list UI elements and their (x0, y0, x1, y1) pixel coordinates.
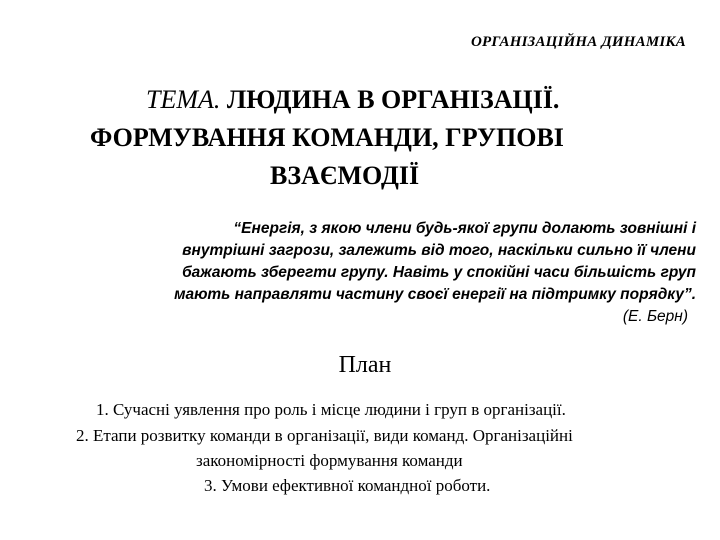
plan-item-continuation: закономірності формування команди (196, 451, 463, 470)
plan-item: 3. Умови ефективної командної роботи. (204, 476, 491, 495)
topic-title-line-2: ФОРМУВАННЯ КОМАНДИ, ГРУПОВІ (90, 123, 564, 152)
topic-title-line-1 (146, 82, 559, 118)
plan-item: 2. Етапи розвитку команди в організації, види команд. Організаційні (76, 426, 573, 445)
topic-title-line-3: ВЗАЄМОДІЇ (270, 161, 420, 190)
quote-author: (Е. Берн) (622, 308, 688, 325)
quote-line: бажають зберегти групу. Навіть у спокійні часи більшість груп (182, 264, 696, 281)
quote-line: “Енергія, з якою члени будь-якої групи долають зовнішні і (233, 220, 696, 237)
course-title: ОРГАНІЗАЦІЙНА ДИНАМІКА (470, 34, 686, 50)
topic-label: ТЕМА. (146, 85, 221, 114)
epigraph-quote (84, 218, 696, 328)
plan-item: 1. Сучасні уявлення про роль і місце людини і груп в організації. (96, 400, 566, 419)
topic-title-text-1: ЛЮДИНА В ОРГАНІЗАЦІЇ. (220, 85, 560, 114)
plan-heading: План (338, 352, 392, 378)
quote-line: внутрішні загрози, залежить від того, наскільки сильно її члени (182, 242, 696, 259)
quote-line: мають направляти частину своєї енергії на підтримку порядку”. (174, 286, 696, 303)
